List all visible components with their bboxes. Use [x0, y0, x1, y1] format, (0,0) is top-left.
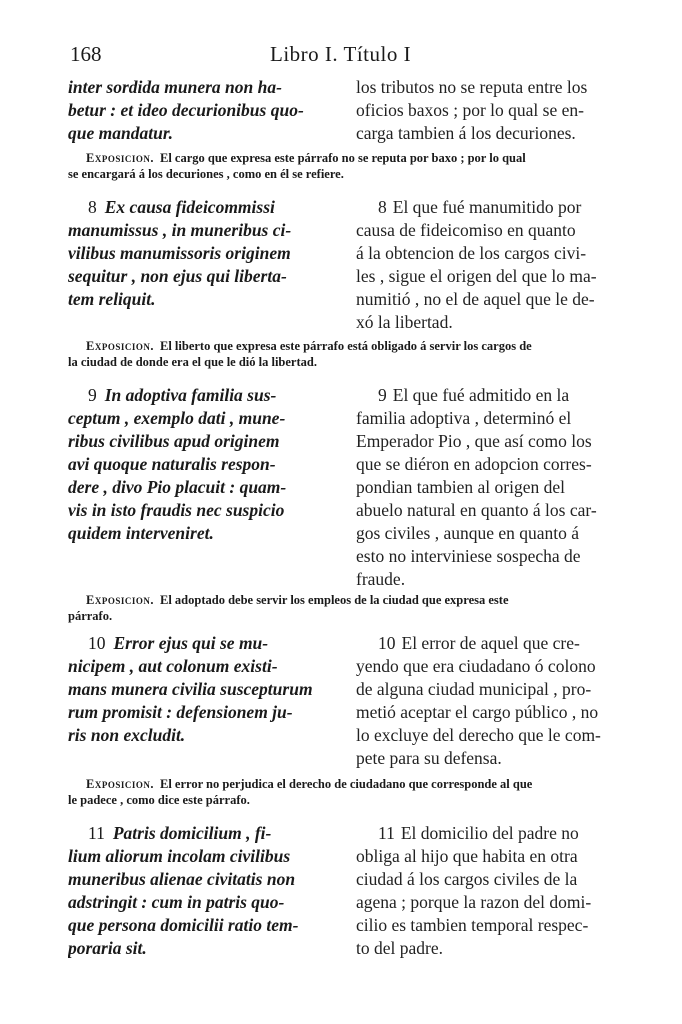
spanish-line: fraude. — [356, 569, 406, 589]
exposicion-line: párrafo. — [68, 609, 113, 623]
latin-line: manumissus , in muneribus ci- — [68, 220, 292, 240]
latin-line: mans munera civilia suscepturum — [68, 679, 313, 699]
exposicion-label: Exposicion. — [86, 339, 154, 353]
spanish-line: yendo que era ciudadano ó colono — [356, 656, 596, 676]
latin-line: rum promisit : defensionem ju- — [68, 702, 293, 722]
spanish-paragraph-9 — [356, 384, 622, 591]
spanish-line: lo excluye del derecho que le com- — [356, 725, 601, 745]
spanish-line: obliga al hijo que habita en otra — [356, 846, 578, 866]
spanish-line: carga tambien á los decuriones. — [356, 123, 576, 143]
exposicion-label: Exposicion. — [86, 151, 154, 165]
spanish-line: metió aceptar el cargo público , no — [356, 702, 599, 722]
latin-line: que mandatur. — [68, 123, 174, 143]
exposicion-label: Exposicion. — [86, 777, 154, 791]
latin-line: vilibus manumissoris originem — [68, 243, 291, 263]
spanish-text-continuation — [356, 76, 622, 145]
spanish-line: abuelo natural en quanto á los car- — [356, 500, 597, 520]
paragraph-number: 8 — [88, 197, 97, 217]
exposicion-label: Exposicion. — [86, 593, 154, 607]
spanish-paragraph-10 — [356, 632, 622, 770]
exposicion-line: la ciudad de donde era el que le dió la libertad. — [68, 355, 317, 369]
running-title: Libro I. Título I — [270, 42, 412, 66]
paragraph-number: 9 — [378, 385, 387, 405]
spanish-line: de alguna ciudad municipal , pro- — [356, 679, 592, 699]
spanish-line: á la obtencion de los cargos civi- — [356, 243, 587, 263]
latin-paragraph-10 — [68, 632, 340, 747]
spanish-line: causa de fideicomiso en quanto — [356, 220, 576, 240]
latin-line: sequitur , non ejus qui liberta- — [68, 266, 287, 286]
latin-text-continuation — [68, 76, 340, 145]
page-header — [70, 42, 622, 72]
spanish-line: gos civiles , aunque en quanto á — [356, 523, 580, 543]
latin-line: Ex causa fideicommissi — [104, 197, 275, 217]
paragraph-number: 10 — [88, 633, 106, 653]
latin-line: vis in isto fraudis nec suspicio — [68, 500, 285, 520]
spanish-line: ciudad á los cargos civiles de la — [356, 869, 578, 889]
spanish-line: pete para su defensa. — [356, 748, 502, 768]
spanish-line: numitió , no el de aquel que le de- — [356, 289, 595, 309]
paragraph-number: 10 — [378, 633, 396, 653]
latin-line: quidem interveniret. — [68, 523, 214, 543]
exposicion-line: El error no perjudica el derecho de ciudadano que corresponde al que — [159, 777, 533, 791]
spanish-line: El error de aquel que cre- — [401, 633, 580, 653]
latin-paragraph-9 — [68, 384, 340, 545]
spanish-line: oficios baxos ; por lo qual se en- — [356, 100, 584, 120]
latin-line: que persona domicilii ratio tem- — [68, 915, 299, 935]
exposicion-note — [68, 776, 624, 808]
latin-line: avi quoque naturalis respon- — [68, 454, 276, 474]
exposicion-line: se encargará á los decuriones , como en él se refiere. — [68, 167, 344, 181]
spanish-line: que se diéron en adopcion corres- — [356, 454, 592, 474]
exposicion-note — [68, 150, 624, 182]
latin-line: lium aliorum incolam civilibus — [68, 846, 291, 866]
latin-line: nicipem , aut colonum existi- — [68, 656, 278, 676]
latin-line: Error ejus qui se mu- — [113, 633, 269, 653]
latin-line: adstringit : cum in patris quo- — [68, 892, 285, 912]
spanish-line: El domicilio del padre no — [400, 823, 579, 843]
latin-paragraph-8 — [68, 196, 340, 311]
paragraph-number: 9 — [88, 385, 97, 405]
latin-line: ribus civilibus apud originem — [68, 431, 280, 451]
paragraph-number: 11 — [88, 823, 105, 843]
latin-line: ris non excludit. — [68, 725, 186, 745]
latin-line: inter sordida munera non ha- — [68, 77, 282, 97]
spanish-line: les , sigue el origen del que lo ma- — [356, 266, 597, 286]
spanish-line: xó la libertad. — [356, 312, 453, 332]
latin-line: dere , divo Pio placuit : quam- — [68, 477, 287, 497]
page-number: 168 — [70, 42, 102, 66]
spanish-line: familia adoptiva , determinó el — [356, 408, 572, 428]
latin-line: Patris domicilium , fi- — [112, 823, 272, 843]
spanish-line: El que fué admitido en la — [392, 385, 570, 405]
spanish-line: cilio es tambien temporal respec- — [356, 915, 589, 935]
latin-line: poraria sit. — [68, 938, 147, 958]
spanish-line: esto no interviniese sospecha de — [356, 546, 581, 566]
spanish-line: Emperador Pio , que así como los — [356, 431, 592, 451]
exposicion-line: El cargo que expresa este párrafo no se reputa por baxo ; por lo qual — [159, 151, 526, 165]
exposicion-line: El liberto que expresa este párrafo está obligado á servir los cargos de — [159, 339, 532, 353]
spanish-line: pondian tambien al origen del — [356, 477, 565, 497]
latin-line: In adoptiva familia sus- — [104, 385, 277, 405]
exposicion-note — [68, 338, 624, 370]
latin-paragraph-11 — [68, 822, 340, 960]
paragraph-number: 11 — [378, 823, 395, 843]
latin-line: betur : et ideo decurionibus quo- — [68, 100, 304, 120]
exposicion-note — [68, 592, 624, 624]
latin-line: muneribus alienae civitatis non — [68, 869, 296, 889]
exposicion-line: le padece , como dice este párrafo. — [68, 793, 250, 807]
spanish-line: to del padre. — [356, 938, 443, 958]
spanish-line: El que fué manumitido por — [392, 197, 582, 217]
spanish-line: agena ; porque la razon del domi- — [356, 892, 592, 912]
paragraph-number: 8 — [378, 197, 387, 217]
latin-line: ceptum , exemplo dati , mune- — [68, 408, 286, 428]
spanish-paragraph-11 — [356, 822, 622, 960]
latin-line: tem reliquit. — [68, 289, 156, 309]
spanish-paragraph-8 — [356, 196, 622, 334]
spanish-line: los tributos no se reputa entre los — [356, 77, 588, 97]
exposicion-line: El adoptado debe servir los empleos de la ciudad que expresa este — [159, 593, 509, 607]
